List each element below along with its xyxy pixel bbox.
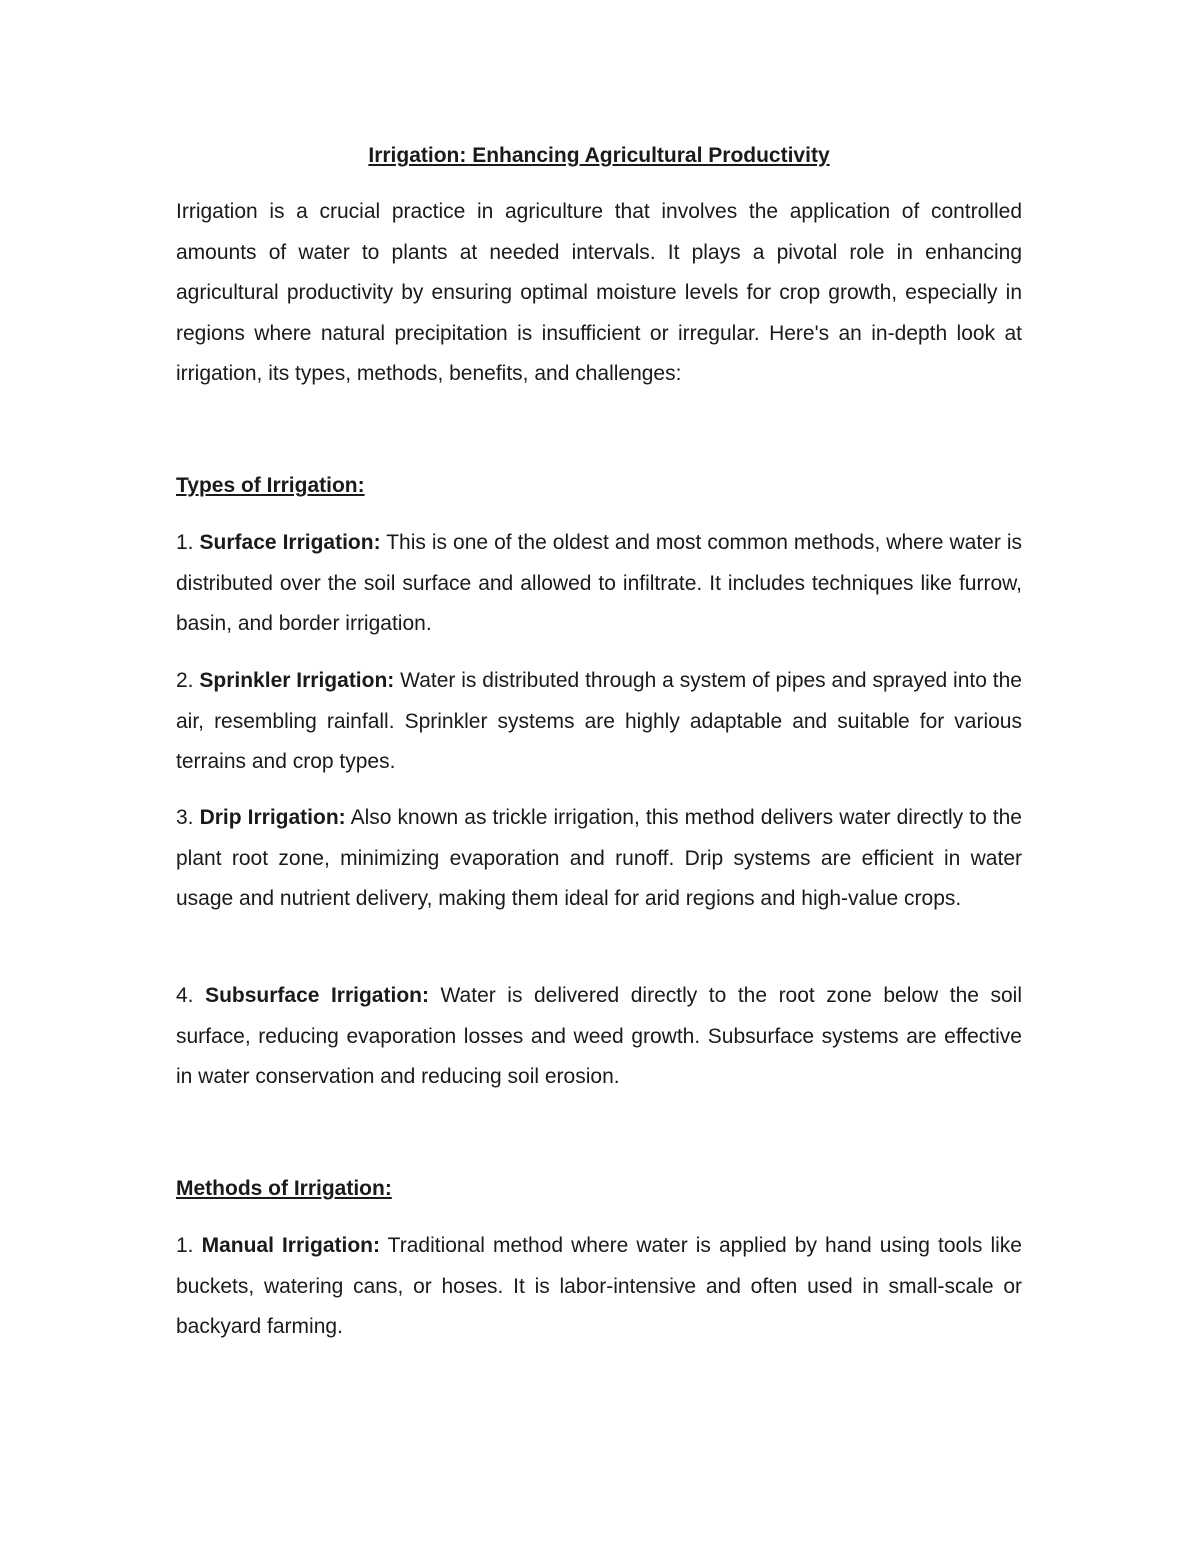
item-text: Water is distributed through a system of pipes and sprayed into the air, resembling rainfall. Sprinkler systems are highly adaptable and suitable for various terrains and crop types. xyxy=(176,669,1022,774)
list-item-surface-irrigation xyxy=(176,523,1022,645)
item-text: This is one of the oldest and most common methods, where water is distributed over the soil surface and allowed to infiltrate. It includes techniques like furrow, basin, and border irrigation. xyxy=(176,531,1022,636)
list-item-manual-irrigation xyxy=(176,1226,1022,1348)
list-item-drip-irrigation xyxy=(176,798,1022,920)
item-text: Water is delivered directly to the root zone below the soil surface, reducing evaporation losses and weed growth. Subsurface systems are effective in water conservation and reducing soil erosion. xyxy=(176,984,1022,1089)
item-label: Subsurface Irrigation: xyxy=(205,984,429,1007)
document-title: Irrigation: Enhancing Agricultural Productivity xyxy=(368,144,830,167)
types-heading: Types of Irrigation: xyxy=(176,474,365,497)
intro-paragraph: Irrigation is a crucial practice in agriculture that involves the application of controlled amounts of water to plants at needed intervals. It plays a pivotal role in enhancing agricultural productivity by ensuring optimal moisture levels for crop growth, especially in regions where natural precipitation is insufficient or irregular. Here's an in-depth look at irrigation, its types, methods, benefits, and challenges: xyxy=(176,200,1022,386)
list-item-sprinkler-irrigation xyxy=(176,661,1022,783)
item-number: 1. xyxy=(176,531,194,554)
item-label: Surface Irrigation: xyxy=(199,531,381,554)
list-item-subsurface-irrigation xyxy=(176,976,1022,1098)
methods-heading: Methods of Irrigation: xyxy=(176,1177,392,1200)
item-text: Traditional method where water is applied by hand using tools like buckets, watering cans, or hoses. It is labor-intensive and often used in small-scale or backyard farming. xyxy=(176,1234,1022,1339)
item-number: 3. xyxy=(176,806,194,829)
item-number: 2. xyxy=(176,669,194,692)
item-label: Sprinkler Irrigation: xyxy=(199,669,395,692)
item-number: 4. xyxy=(176,984,194,1007)
item-label: Drip Irrigation: xyxy=(199,806,346,829)
item-number: 1. xyxy=(176,1234,194,1257)
item-text: Also known as trickle irrigation, this method delivers water directly to the plant root zone, minimizing evaporation and runoff. Drip systems are efficient in water usage and nutrient delivery, making them ideal for arid regions and high-value crops. xyxy=(176,806,1022,911)
item-label: Manual Irrigation: xyxy=(201,1234,380,1257)
